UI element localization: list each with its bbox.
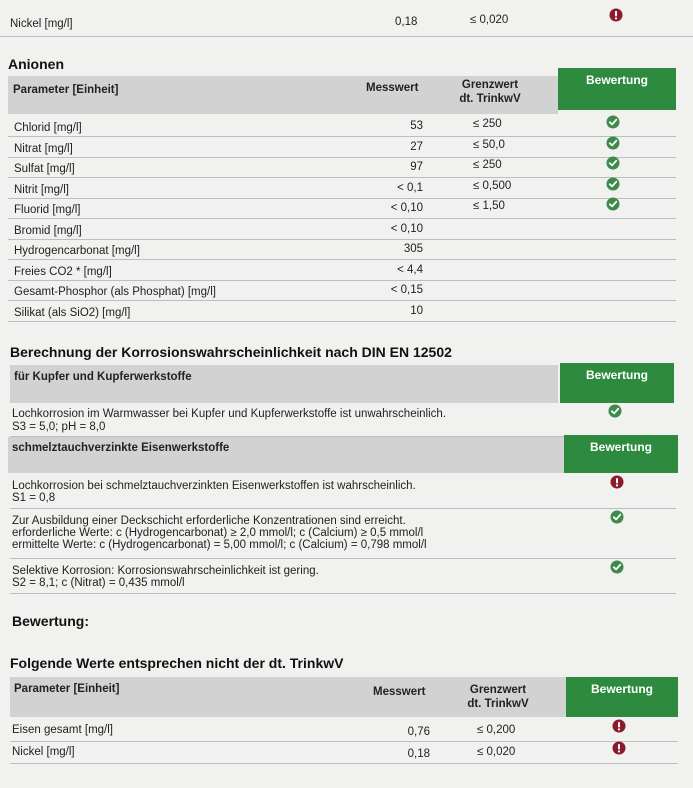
row-limit: ≤ 1,50 xyxy=(473,200,505,212)
row-param: Nitrit [mg/l] xyxy=(14,183,69,196)
eisen-header: schmelztauchverzinkte Eisenwerkstoffe xyxy=(12,442,230,454)
kupfer-line1: Lochkorrosion im Warmwasser bei Kupfer und Kupferwerkstoffe ist unwahrscheinlich. xyxy=(12,408,446,420)
row-value: < 0,1 xyxy=(397,181,423,194)
nicht-title: Folgende Werte entsprechen nicht der dt. TrinkwV xyxy=(10,655,344,671)
top-row xyxy=(0,8,693,37)
eisen-item-line: Lochkorrosion bei schmelztauchverzinkten Eisenwerkstoffen ist wahrscheinlich. xyxy=(12,480,416,492)
table-row xyxy=(8,178,676,199)
ok-icon xyxy=(606,115,620,129)
row-param: Sulfat [mg/l] xyxy=(14,163,75,175)
fail-icon xyxy=(612,741,626,755)
ok-icon xyxy=(606,136,620,150)
bewertung-title: Bewertung: xyxy=(12,613,89,629)
row-value: 305 xyxy=(403,243,423,255)
row-value: 0,18 xyxy=(407,748,430,760)
eisen-rating-header: Bewertung xyxy=(564,435,678,473)
nicht-header-param: Parameter [Einheit] xyxy=(14,683,120,695)
row-param: Hydrogencarbonat [mg/l] xyxy=(14,245,140,257)
nicht-header-limit: Grenzwert dt. TrinkwV xyxy=(467,684,529,710)
kupfer-row xyxy=(10,404,672,437)
eisen-item-line: ermittelte Werte: c (Hydrogencarbonat) = 5,00 mmol/l; c (Calcium) = 0,798 mmol/l xyxy=(12,539,427,551)
list-item xyxy=(10,560,676,594)
anionen-header-value: Messwert xyxy=(366,82,419,94)
row-param: Nickel [mg/l] xyxy=(12,746,75,758)
ok-icon xyxy=(610,510,624,524)
row-value: < 4,4 xyxy=(397,263,423,276)
nicht-header-value: Messwert xyxy=(373,686,426,698)
row-value: 97 xyxy=(410,161,423,173)
table-row xyxy=(8,219,676,240)
anionen-title: Anionen xyxy=(8,56,64,72)
nicht-rating-header: Bewertung xyxy=(566,677,678,717)
eisen-item-line: S2 = 8,1; c (Nitrat) = 0,435 mmol/l xyxy=(12,577,185,589)
list-item xyxy=(10,475,676,509)
row-param: Chlorid [mg/l] xyxy=(14,122,82,134)
korrosion-title: Berechnung der Korrosionswahrscheinlichkeit nach DIN EN 12502 xyxy=(10,344,452,360)
row-value: 53 xyxy=(410,120,423,132)
table-row xyxy=(10,719,678,742)
ok-icon xyxy=(606,177,620,191)
eisen-item-line: Selektive Korrosion: Korrosionswahrscheinlichkeit ist gering. xyxy=(12,565,319,577)
row-param: Freies CO2 * [mg/l] xyxy=(14,265,112,278)
fail-icon xyxy=(609,8,623,22)
row-value: < 0,10 xyxy=(390,222,423,235)
table-row xyxy=(8,157,676,178)
anionen-header-limit: Grenzwert dt. TrinkwV xyxy=(459,79,521,105)
row-param: Fluorid [mg/l] xyxy=(14,204,81,216)
kupfer-rating-header: Bewertung xyxy=(560,363,674,403)
table-row xyxy=(8,280,676,301)
list-item xyxy=(10,510,676,559)
ok-icon xyxy=(608,404,622,418)
eisen-item-line: Zur Ausbildung einer Deckschicht erforderliche Konzentrationen sind erreicht. xyxy=(12,515,406,527)
row-param: Silikat (als SiO2) [mg/l] xyxy=(14,306,131,319)
row-value: < 0,15 xyxy=(390,284,423,296)
row-limit: ≤ 250 xyxy=(473,159,502,171)
row-value: < 0,10 xyxy=(390,202,423,214)
row-limit: ≤ 0,020 xyxy=(477,746,516,758)
row-value: 27 xyxy=(410,140,423,153)
top-row-limit: ≤ 0,020 xyxy=(470,14,509,26)
row-limit: ≤ 50,0 xyxy=(473,138,505,151)
kupfer-header: für Kupfer und Kupferwerkstoffe xyxy=(14,371,192,383)
anionen-rating-header: Bewertung xyxy=(558,68,676,110)
ok-icon xyxy=(606,197,620,211)
table-row xyxy=(8,260,676,281)
row-param: Eisen gesamt [mg/l] xyxy=(12,724,113,736)
fail-icon xyxy=(610,475,624,489)
kupfer-line2: S3 = 5,0; pH = 8,0 xyxy=(12,421,106,433)
row-limit: ≤ 0,200 xyxy=(477,724,516,736)
table-row xyxy=(8,137,676,158)
row-param: Nitrat [mg/l] xyxy=(14,142,73,155)
row-value: 0,76 xyxy=(407,726,430,738)
row-limit: ≤ 250 xyxy=(473,118,502,130)
fail-icon xyxy=(612,719,626,733)
top-row-param: Nickel [mg/l] xyxy=(10,18,73,30)
eisen-item-line: erforderliche Werte: c (Hydrogencarbonat) ≥ 2,0 mmol/l; c (Calcium) ≥ 0,5 mmol/l xyxy=(12,527,424,539)
row-value: 10 xyxy=(410,304,423,317)
ok-icon xyxy=(610,560,624,574)
row-param: Gesamt-Phosphor (als Phosphat) [mg/l] xyxy=(14,286,216,298)
row-param: Bromid [mg/l] xyxy=(14,224,82,237)
table-row xyxy=(8,239,676,260)
table-row xyxy=(10,741,678,764)
top-row-value: 0,18 xyxy=(395,16,418,28)
table-row xyxy=(8,198,676,219)
table-row xyxy=(8,116,676,137)
anionen-header-param: Parameter [Einheit] xyxy=(13,84,119,96)
eisen-item-line: S1 = 0,8 xyxy=(12,492,56,504)
row-limit: ≤ 0,500 xyxy=(473,179,512,192)
ok-icon xyxy=(606,156,620,170)
table-row xyxy=(8,301,676,322)
